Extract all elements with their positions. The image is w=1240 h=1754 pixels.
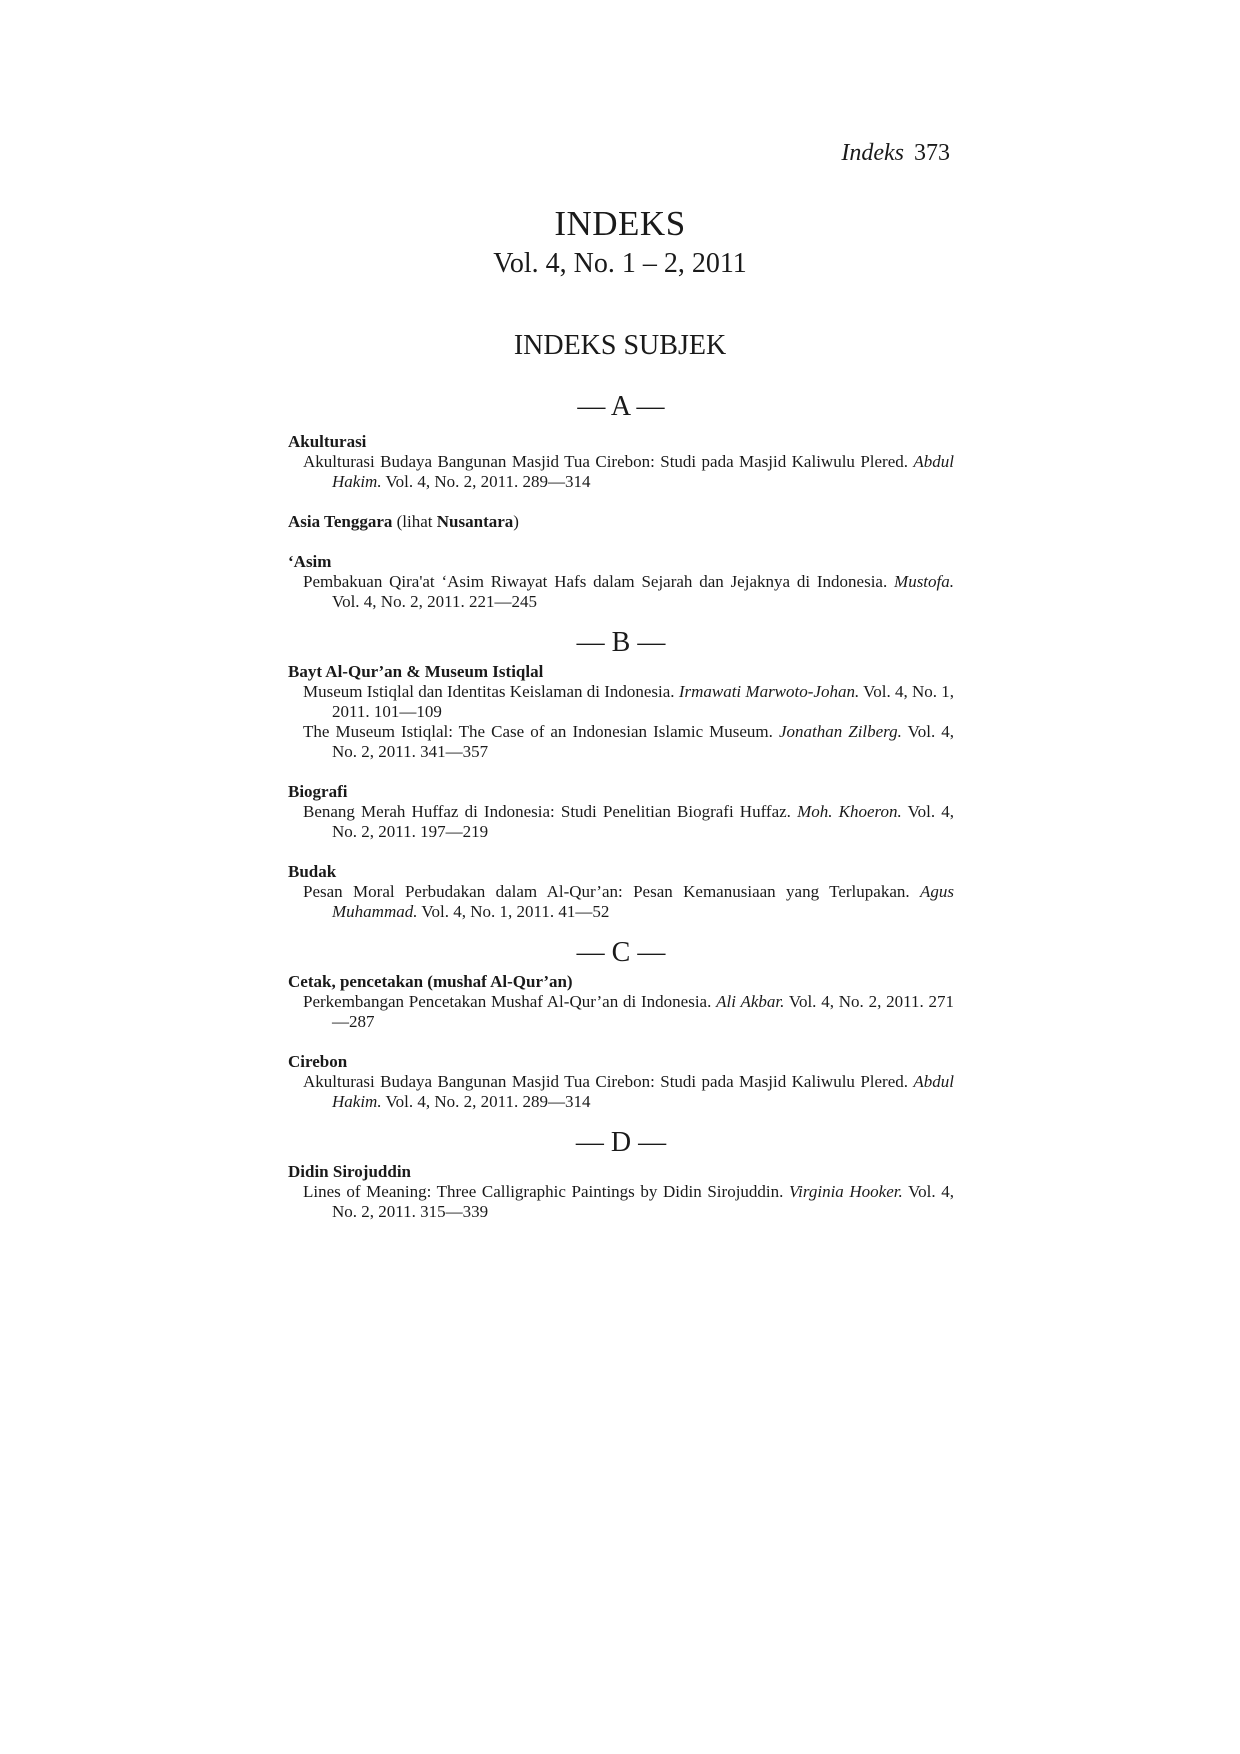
index-entry [288, 722, 954, 762]
index-entry [288, 882, 954, 922]
entry-author: Abdul Hakim. [332, 1072, 955, 1111]
entry-author: Abdul Hakim. [332, 452, 955, 491]
letter-heading-c: — C — [576, 937, 666, 968]
entry-reference: Vol. 4, No. 1, 2011. 101—109 [332, 682, 954, 721]
index-term: Akulturasi [288, 432, 367, 451]
entry-author: Jonathan Zilberg. [778, 722, 902, 741]
index-term: ‘Asim [288, 552, 332, 571]
letter-heading-d: — D — [575, 1127, 667, 1158]
entry-title: Lines of Meaning: Three Calligraphic Paintings by Didin Sirojuddin. [303, 1182, 784, 1201]
index-entry [288, 1182, 954, 1222]
index-term: Cirebon [288, 1052, 348, 1071]
see-target: Nusantara [436, 512, 514, 531]
entry-title: Museum Istiqlal dan Identitas Keislaman di Indonesia. [303, 682, 675, 701]
index-entry [288, 1072, 954, 1112]
entry-title: Akulturasi Budaya Bangunan Masjid Tua Cirebon: Studi pada Masjid Kaliwulu Plered. [303, 1072, 908, 1091]
volume-line: Vol. 4, No. 1 – 2, 2011 [493, 248, 747, 279]
index-entry [288, 452, 954, 492]
index-term: Bayt Al-Qur’an & Museum Istiqlal [288, 662, 544, 681]
entry-reference: Vol. 4, No. 2, 2011. 221—245 [332, 592, 537, 611]
entry-author: Ali Akbar. [716, 992, 785, 1011]
entry-title: Perkembangan Pencetakan Mushaf Al-Qur’an di Indonesia. [303, 992, 712, 1011]
entry-author: Moh. Khoeron. [797, 802, 902, 821]
entry-author: Irmawati Marwoto-Johan. [678, 682, 860, 701]
entry-reference: Vol. 4, No. 2, 2011. 289—314 [385, 472, 591, 491]
entry-author: Mustofa. [894, 572, 955, 591]
entry-title: Akulturasi Budaya Bangunan Masjid Tua Cirebon: Studi pada Masjid Kaliwulu Plered. [303, 452, 908, 471]
letter-heading-b: — B — [576, 627, 666, 658]
entry-author: Virginia Hooker. [789, 1182, 903, 1201]
subject-index-title: INDEKS SUBJEK [513, 330, 727, 361]
running-head-label: Indeks [841, 140, 904, 166]
see-close: ) [513, 512, 519, 531]
entry-reference: Vol. 4, No. 2, 2011. 315—339 [332, 1182, 954, 1221]
title-block [0, 203, 1240, 283]
entry-title: Benang Merah Huffaz di Indonesia: Studi Penelitian Biografi Huffaz. [303, 802, 791, 821]
index-content [288, 390, 954, 1222]
entry-title: The Museum Istiqlal: The Case of an Indonesian Islamic Museum. [303, 722, 773, 741]
entry-title: Pembakuan Qira'at ‘Asim Riwayat Hafs dalam Sejarah dan Jejaknya di Indonesia. [303, 572, 888, 591]
entry-reference: Vol. 4, No. 2, 2011. 341—357 [332, 722, 954, 761]
index-term: Cetak, pencetakan (mushaf Al-Qur’an) [288, 972, 573, 991]
entry-reference: Vol. 4, No. 2, 2011. 197—219 [332, 802, 955, 841]
index-term: Biografi [288, 782, 348, 801]
index-entry [288, 992, 954, 1032]
index-entry [288, 802, 954, 842]
index-term: Budak [288, 862, 337, 881]
entry-reference: Vol. 4, No. 2, 2011. 271—287 [332, 992, 955, 1031]
running-head [841, 140, 950, 167]
letter-heading-a: — A — [577, 391, 665, 422]
page-title: INDEKS [554, 204, 686, 243]
index-term: Didin Sirojuddin [288, 1162, 412, 1181]
entry-reference: Vol. 4, No. 2, 2011. 289—314 [385, 1092, 591, 1111]
page-number: 373 [914, 140, 950, 166]
entry-author: Agus Muhammad. [332, 882, 955, 921]
term-label: Asia Tenggara [288, 512, 393, 531]
index-entry [288, 682, 954, 722]
see-label: (lihat [396, 512, 433, 531]
index-term [288, 512, 954, 532]
entry-reference: Vol. 4, No. 1, 2011. 41—52 [421, 902, 610, 921]
entry-title: Pesan Moral Perbudakan dalam Al-Qur’an: Pesan Kemanusiaan yang Terlupakan. [303, 882, 910, 901]
index-entry [288, 572, 954, 612]
